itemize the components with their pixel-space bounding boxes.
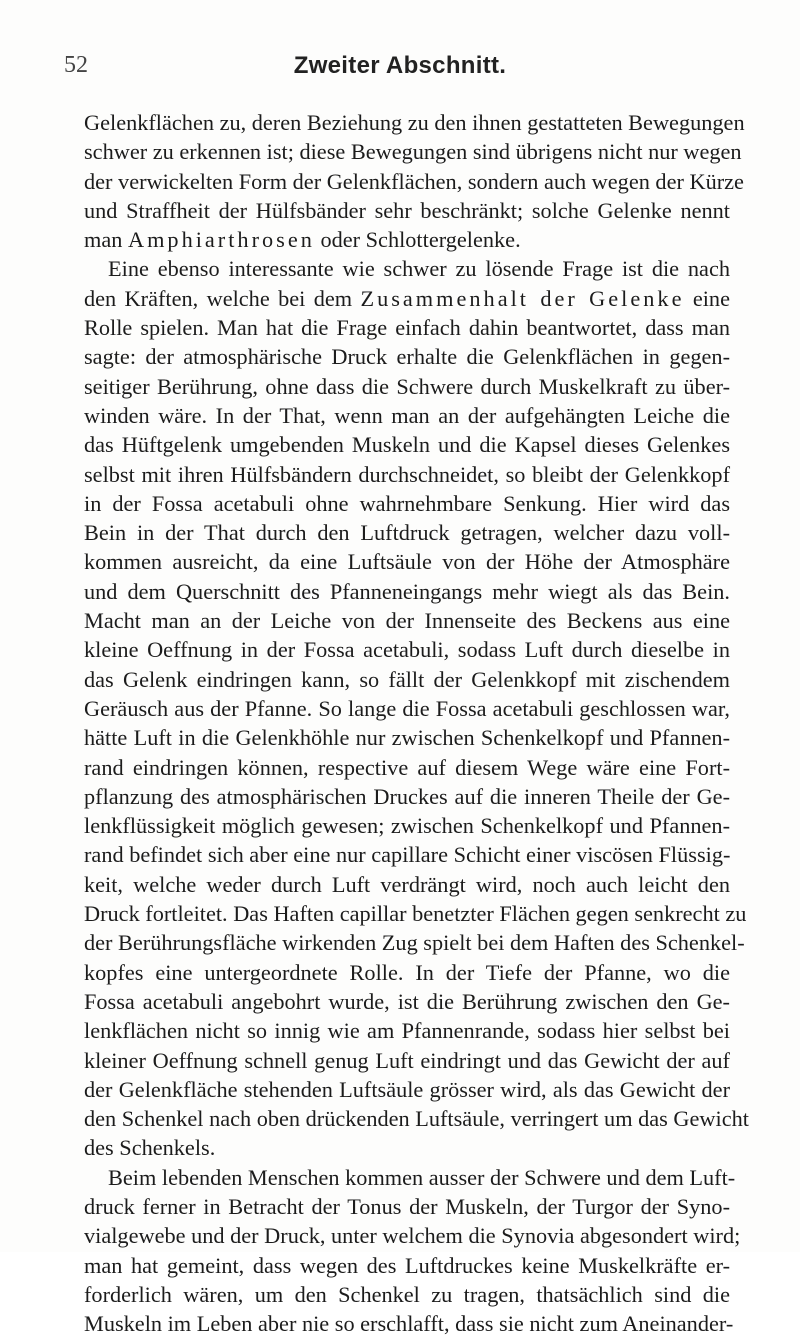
text-line: der Gelenkfläche stehenden Luftsäule grösser wird, als das Gewicht der	[84, 1076, 730, 1102]
text-line: sagte: der atmosphärische Druck erhalte die Gelenkflächen in gegen-	[84, 344, 730, 370]
text-line: kommen ausreicht, da eine Luftsäule von der Höhe der Atmosphäre	[84, 549, 730, 575]
running-title: Zweiter Abschnitt.	[293, 52, 507, 79]
text-line: und Straffheit der Hülfsbänder sehr beschränkt; solche Gelenke nennt	[84, 197, 730, 223]
text-line: den Schenkel nach oben drückenden Luftsäule, verringert um das Gewicht	[84, 1106, 749, 1132]
text-line: der Berührungsfläche wirkenden Zug spielt bei dem Haften des Schenkel-	[84, 930, 745, 956]
page-header	[0, 50, 800, 86]
text-line: in der Fossa acetabuli ohne wahrnehmbare Senkung. Hier wird das	[84, 490, 730, 516]
text-line: rand befindet sich aber eine nur capillare Schicht einer viscösen Flüssig-	[84, 842, 731, 868]
text-line: Muskeln im Leben aber nie so erschlafft, dass sie nicht zum Aneinander-	[84, 1311, 734, 1337]
text-line: Macht man an der Leiche von der Innenseite des Beckens aus eine	[84, 608, 730, 634]
text-line: pflanzung des atmosphärischen Druckes auf die inneren Theile der Ge-	[84, 783, 730, 809]
text-line: man hat gemeint, dass wegen des Luftdruckes keine Muskelkräfte er-	[84, 1252, 730, 1278]
text-line: und dem Querschnitt des Pfanneneingangs mehr wiegt als das Bein.	[84, 578, 730, 604]
text-line: kleiner Oeffnung schnell genug Luft eindringt und das Gewicht der auf	[84, 1047, 730, 1073]
text-line: Gelenkflächen zu, deren Beziehung zu den ihnen gestatteten Bewegungen	[84, 110, 745, 135]
paragraph	[84, 254, 749, 1162]
text-line: rand eindringen können, respective auf diesem Wege wäre eine Fort-	[84, 754, 730, 780]
body-text	[84, 108, 749, 1338]
text-line: das Gelenk eindringen kann, so fällt der Gelenkkopf mit zischendem	[84, 666, 730, 692]
text-line: kleine Oeffnung in der Fossa acetabuli, sodass Luft durch dieselbe in	[84, 637, 730, 663]
text-line: druck ferner in Betracht der Tonus der Muskeln, der Turgor der Syno-	[84, 1193, 730, 1219]
text-line: winden wäre. In der That, wenn man an der aufgehängten Leiche die	[84, 402, 730, 428]
text-line: Geräusch aus der Pfanne. So lange die Fossa acetabuli geschlossen war,	[84, 695, 730, 721]
text-line: Druck fortleitet. Das Haften capillar benetzter Flächen gegen senkrecht zu	[84, 901, 747, 927]
text-line: Fossa acetabuli angebohrt wurde, ist die Berührung zwischen den Ge-	[84, 988, 730, 1014]
text-line: lenkflüssigkeit möglich gewesen; zwischen Schenkelkopf und Pfannen-	[84, 813, 730, 839]
text-line: Rolle spielen. Man hat die Frage einfach dahin beantwortet, dass man	[84, 315, 730, 341]
text-line: selbst mit ihren Hülfsbändern durchschneidet, so bleibt der Gelenkkopf	[84, 461, 730, 487]
text-line: forderlich wären, um den Schenkel zu tragen, thatsächlich sind die	[84, 1281, 730, 1307]
text-line: der verwickelten Form der Gelenkflächen, sondern auch wegen der Kürze	[84, 168, 744, 194]
text-line: des Schenkels.	[84, 1135, 216, 1161]
text-line: lenkflächen nicht so innig wie am Pfannenrande, sodass hier selbst bei	[84, 1018, 730, 1044]
text-line: Bein in der That durch den Luftdruck getragen, welcher dazu voll-	[84, 520, 730, 546]
text-line: vialgewebe und der Druck, unter welchem die Synovia abgesondert wird;	[84, 1223, 741, 1249]
text-line: den Kräften, welche bei dem Zusammenhalt der Gelenke eine	[84, 285, 730, 311]
text-line: hätte Luft in die Gelenkhöhle nur zwischen Schenkelkopf und Pfannen-	[84, 725, 730, 751]
paragraph	[84, 1163, 741, 1338]
page-number: 52	[64, 52, 88, 78]
text-line: das Hüftgelenk umgebenden Muskeln und die Kapsel dieses Gelenkes	[84, 432, 730, 458]
text-line: keit, welche weder durch Luft verdrängt wird, noch auch leicht den	[84, 871, 730, 897]
text-line: schwer zu erkennen ist; diese Bewegungen sind übrigens nicht nur wegen	[84, 139, 742, 165]
text-line: seitiger Berührung, ohne dass die Schwere durch Muskelkraft zu über-	[84, 373, 730, 399]
paragraph	[84, 108, 745, 254]
text-line: Eine ebenso interessante wie schwer zu lösende Frage ist die nach	[108, 256, 730, 282]
text-line: man Amphiarthrosen oder Schlottergelenke.	[84, 227, 521, 253]
text-line: Beim lebenden Menschen kommen ausser der Schwere und dem Luft-	[108, 1164, 736, 1190]
text-line: kopfes eine untergeordnete Rolle. In der Tiefe der Pfanne, wo die	[84, 959, 730, 985]
